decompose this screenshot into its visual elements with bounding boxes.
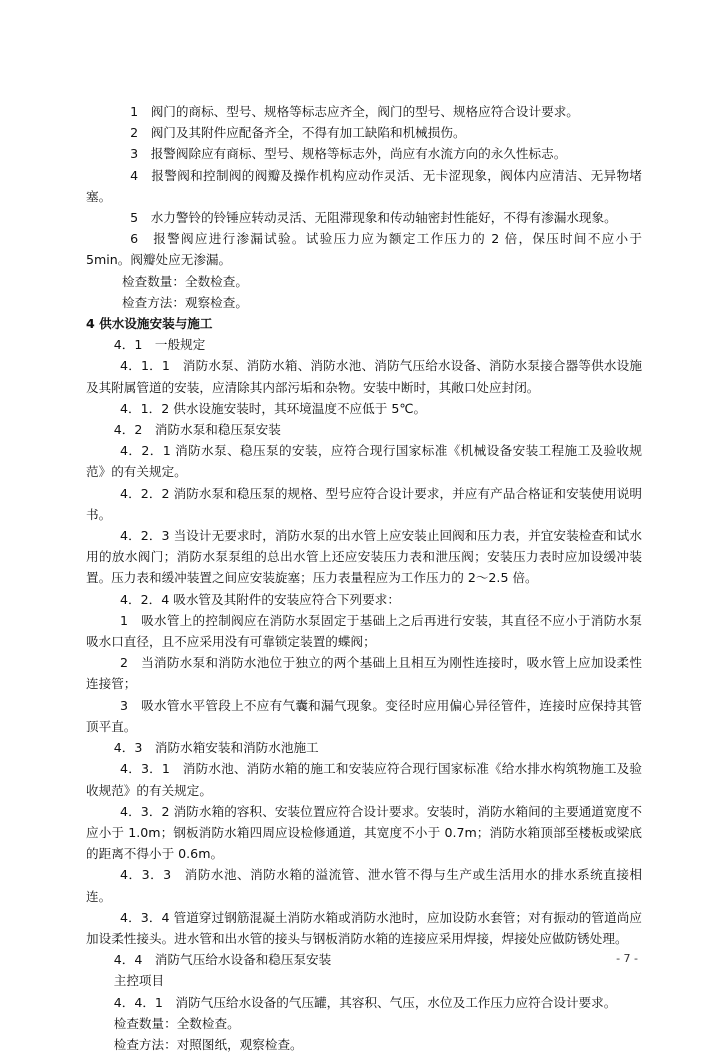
paragraph: 4．1．2 供水设施安装时，其环境温度不应低于 5℃。 bbox=[120, 400, 427, 416]
paragraph: 1 阀门的商标、型号、规格等标志应齐全，阀门的型号、规格应符合设计要求。 bbox=[130, 104, 579, 119]
body-text bbox=[86, 101, 642, 1055]
section-heading: 4 供水设施安装与施工 bbox=[86, 316, 213, 332]
paragraph: 4．3．4 管道穿过钢筋混凝土消防水箱或消防水池时，应加设防水套管；对有振动的管道尚应加设柔性接头。进水管和出水管的接头与钢板消防水箱的连接应采用焊接，焊接处应做防锈处理。 bbox=[86, 909, 642, 946]
paragraph: 检查数量：全数检查。 bbox=[113, 1015, 240, 1031]
paragraph: 2 当消防水泵和消防水池位于独立的两个基础上且相互为刚性连接时，吸水管上应加设柔性连接管； bbox=[86, 655, 642, 692]
paragraph: 4．3．2 消防水箱的容积、安装位置应符合设计要求。安装时，消防水箱间的主要通道宽度不应小于 1.0m；钢板消防水箱四周应设检修通道，其宽度不小于 0.7m；消防水箱顶部至楼板或梁底的距离不得小于 0.6m。 bbox=[86, 803, 642, 862]
paragraph: 4．2．1 消防水泵、稳压泵的安装，应符合现行国家标准《机械设备安装工程施工及验收规范》的有关规定。 bbox=[86, 443, 642, 480]
paragraph: 检查方法：对照图纸，观察检查。 bbox=[113, 1036, 303, 1052]
paragraph: 4．4 消防气压给水设备和稳压泵安装 bbox=[113, 952, 332, 968]
paragraph: 4．2．3 当设计无要求时，消防水泵的出水管上应安装止回阀和压力表，并宜安装检查和试水用的放水阀门；消防水泵泵组的总出水管上还应安装压力表和泄压阀；安装压力表时应加设缓冲装置。压力表和缓冲装置之间应安装旋塞；压力表量程应为工作压力的 2～2.5 倍。 bbox=[86, 528, 642, 586]
paragraph: 检查数量：全数检查。 bbox=[122, 273, 248, 289]
paragraph: 6 报警阀应进行渗漏试验。试验压力应为额定工作压力的 2 倍，保压时间不应小于 5min。阀瓣处应无渗漏。 bbox=[86, 231, 642, 268]
page-number: - 7 - bbox=[616, 952, 638, 965]
paragraph: 4．2．2 消防水泵和稳压泵的规格、型号应符合设计要求，并应有产品合格证和安装使用说明书。 bbox=[86, 485, 642, 522]
paragraph: 检查方法：观察检查。 bbox=[122, 294, 248, 310]
paragraph: 主控项目 bbox=[113, 973, 165, 989]
paragraph: 5 水力警铃的铃锤应转动灵活、无阻滞现象和传动轴密封性能好，不得有渗漏水现象。 bbox=[130, 210, 617, 226]
paragraph: 4．3 消防水箱安装和消防水池施工 bbox=[113, 740, 319, 756]
paragraph: 4．3．1 消防水池、消防水箱的施工和安装应符合现行国家标准《给水排水构筑物施工及验收规范》的有关规定。 bbox=[86, 761, 642, 798]
paragraph: 4 报警阀和控制阀的阀瓣及操作机构应动作灵活、无卡涩现象，阀体内应清洁、无异物堵塞。 bbox=[86, 167, 642, 204]
paragraph: 2 阀门及其附件应配备齐全，不得有加工缺陷和机械损伤。 bbox=[130, 125, 466, 141]
paragraph: 1 吸水管上的控制阀应在消防水泵固定于基础上之后再进行安装，其直径不应小于消防水泵吸水口直径，且不应采用没有可靠锁定装置的蝶阀； bbox=[86, 612, 642, 650]
paragraph: 4．1 一般规定 bbox=[113, 337, 206, 353]
paragraph: 3 报警阀除应有商标、型号、规格等标志外，尚应有水流方向的永久性标志。 bbox=[130, 146, 567, 162]
paragraph: 4．1．1 消防水泵、消防水箱、消防水池、消防气压给水设备、消防水泵接合器等供水设施及其附属管道的安装，应清除其内部污垢和杂物。安装中断时，其敞口处应封闭。 bbox=[86, 358, 642, 395]
paragraph: 4．2 消防水泵和稳压泵安装 bbox=[113, 422, 281, 438]
paragraph: 4．2．4 吸水管及其附件的安装应符合下列要求： bbox=[120, 591, 400, 607]
paragraph: 4．3．3 消防水池、消防水箱的溢流管、泄水管不得与生产或生活用水的排水系统直接相连。 bbox=[86, 867, 642, 904]
paragraph: 4．4．1 消防气压给水设备的气压罐，其容积、气压，水位及工作压力应符合设计要求。 bbox=[113, 994, 617, 1010]
paragraph: 3 吸水管水平管段上不应有气囊和漏气现象。变径时应用偏心异径管件，连接时应保持其管顶平直。 bbox=[86, 697, 642, 734]
